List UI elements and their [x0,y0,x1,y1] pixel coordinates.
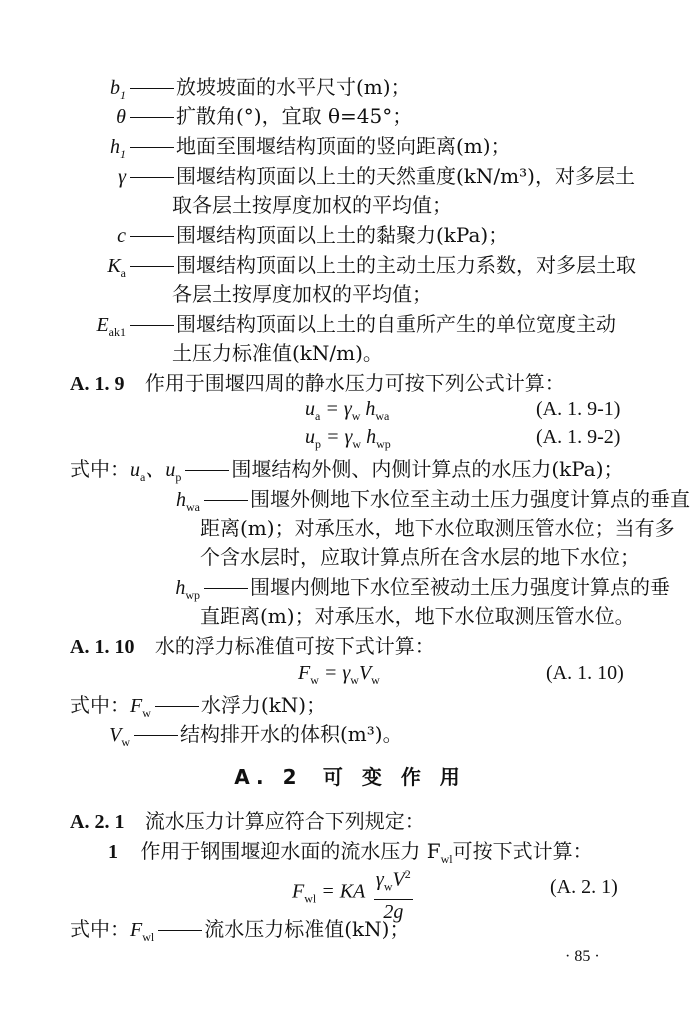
symbol-hwp: $h_{wp}$ [175,577,200,602]
symbol-ka: $K_a$ [107,255,126,280]
symbol-b1: $b_1$ [110,77,126,102]
def-text: 围堰外侧地下水位至主动土压力强度计算点的垂直 [250,487,690,511]
em-dash [204,500,248,501]
symbol-h1: $h_1$ [110,136,126,161]
def-text: 结构排开水的体积(m³)。 [180,722,403,746]
symbol-hwa: $h_{wa}$ [176,489,200,514]
where-a19-ua [70,456,624,490]
where-label: 式中： [70,693,130,717]
def-theta [80,103,412,130]
def-text-cont: 取各层土按厚度加权的平均值； [172,193,452,217]
em-dash [185,470,229,471]
def-text: 围堰结构顶面以上土的自重所产生的单位宽度主动 [176,312,616,336]
clause-text: 水的浮力标准值可按下式计算： [154,634,435,658]
equation-number: (A. 2. 1) [550,876,618,898]
em-dash [130,147,174,148]
equation-number: (A. 1. 9-1) [536,398,621,420]
def-text-cont: 距离(m)；对承压水，地下水位取测压管水位；当有多 [200,516,675,540]
def-text: 地面至围堰结构顶面的竖向距离(m)； [176,134,511,158]
symbol-c: c [117,225,126,247]
em-dash [134,735,178,736]
symbol-gamma: γ [118,166,126,188]
where-a19-hwa-cont1 [200,515,675,541]
symbol-vw: $V_w$ [109,724,130,749]
def-text: 水浮力(kN)； [200,693,327,717]
equation-number: (A. 1. 9-2) [536,426,621,448]
def-text: 围堰结构顶面以上土的主动土压力系数，对多层土取 [176,253,636,277]
clause-a21 [70,808,425,835]
def-text: 围堰结构外侧、内侧计算点的水压力(kPa)； [231,457,624,481]
def-text: 围堰结构顶面以上土的黏聚力(kPa)； [176,223,509,247]
clause-number: A. 2. 1 [70,811,125,833]
symbol-fw: $F_w$ [130,695,151,720]
def-text-cont: 个含水层时，应取计算点所在含水层的地下水位； [200,545,640,569]
em-dash [130,266,174,267]
symbol-fwl: $F_{wl}$ [130,919,155,944]
em-dash [130,88,174,89]
em-dash [130,177,174,178]
fraction: $\frac{\gamma_wV^2}{2g}$ [374,862,413,924]
section-number: A. 2 [234,765,303,789]
clause-number: A. 1. 10 [70,636,135,658]
em-dash [130,236,174,237]
item-subscript: wl [440,852,453,866]
clause-text: 作用于围堰四周的静水压力可按下列公式计算： [144,371,565,395]
where-a19-hwa-cont2 [200,544,640,570]
em-dash [158,930,202,931]
symbol-ua-up: $u_a$、$u_p$ [130,459,182,484]
def-c [80,222,508,249]
symbol-eak1: $E_{ak1}$ [96,314,126,339]
symbol-theta: θ [116,106,126,128]
em-dash [204,588,248,589]
em-dash [130,325,174,326]
item-text: 作用于钢围堰迎水面的流水压力 F [140,839,441,863]
clause-a110 [70,633,435,660]
clause-text: 流水压力计算应符合下列规定： [144,809,425,833]
em-dash [130,117,174,118]
def-text: 扩散角(°)，宜取 θ=45°； [176,104,413,128]
def-text: 流水压力标准值(kN)； [204,917,410,941]
def-text: 围堰结构顶面以上土的天然重度(kN/m³)，对多层土 [176,164,635,188]
section-heading-a2 [0,764,700,790]
formula-a21: $F_{wl}$ = KA $\frac{\gamma_wV^2}{2g}$ [292,862,413,924]
formula-a19-2: $u_p = \gamma_w$ $h_{wp}$ [305,426,391,451]
def-text-cont: 土压力标准值(kN/m)。 [172,341,383,365]
where-label: 式中： [70,917,130,941]
def-text-cont: 直距离(m)；对承压水，地下水位取测压管水位。 [200,604,635,628]
def-gamma-cont [172,192,452,218]
item-text-tail: 可按下式计算： [452,839,593,863]
where-a19-hwp-cont [200,603,635,629]
def-text: 围堰内侧地下水位至被动土压力强度计算点的垂 [250,575,670,599]
clause-a19 [70,370,565,397]
page-number: · 85 · [565,948,600,965]
where-a21-fwl [70,916,409,950]
def-text-cont: 各层土按厚度加权的平均值； [172,282,432,306]
em-dash [155,706,199,707]
def-h1 [80,133,511,167]
formula-a110: $F_w = \gamma_wV_w$ [298,662,380,687]
item-number: 1 [108,841,118,863]
def-eak1-cont [172,340,383,366]
def-ka-cont [172,281,432,307]
section-title: 可 变 作 用 [322,765,466,789]
where-a110-vw [80,721,403,755]
clause-number: A. 1. 9 [70,373,125,395]
formula-a19-1: $u_a = \gamma_w$ $h_{wa}$ [305,398,390,423]
def-text: 放坡坡面的水平尺寸(m)； [176,75,411,99]
where-label: 式中： [70,457,130,481]
def-gamma [80,163,635,190]
equation-number: (A. 1. 10) [546,662,624,684]
